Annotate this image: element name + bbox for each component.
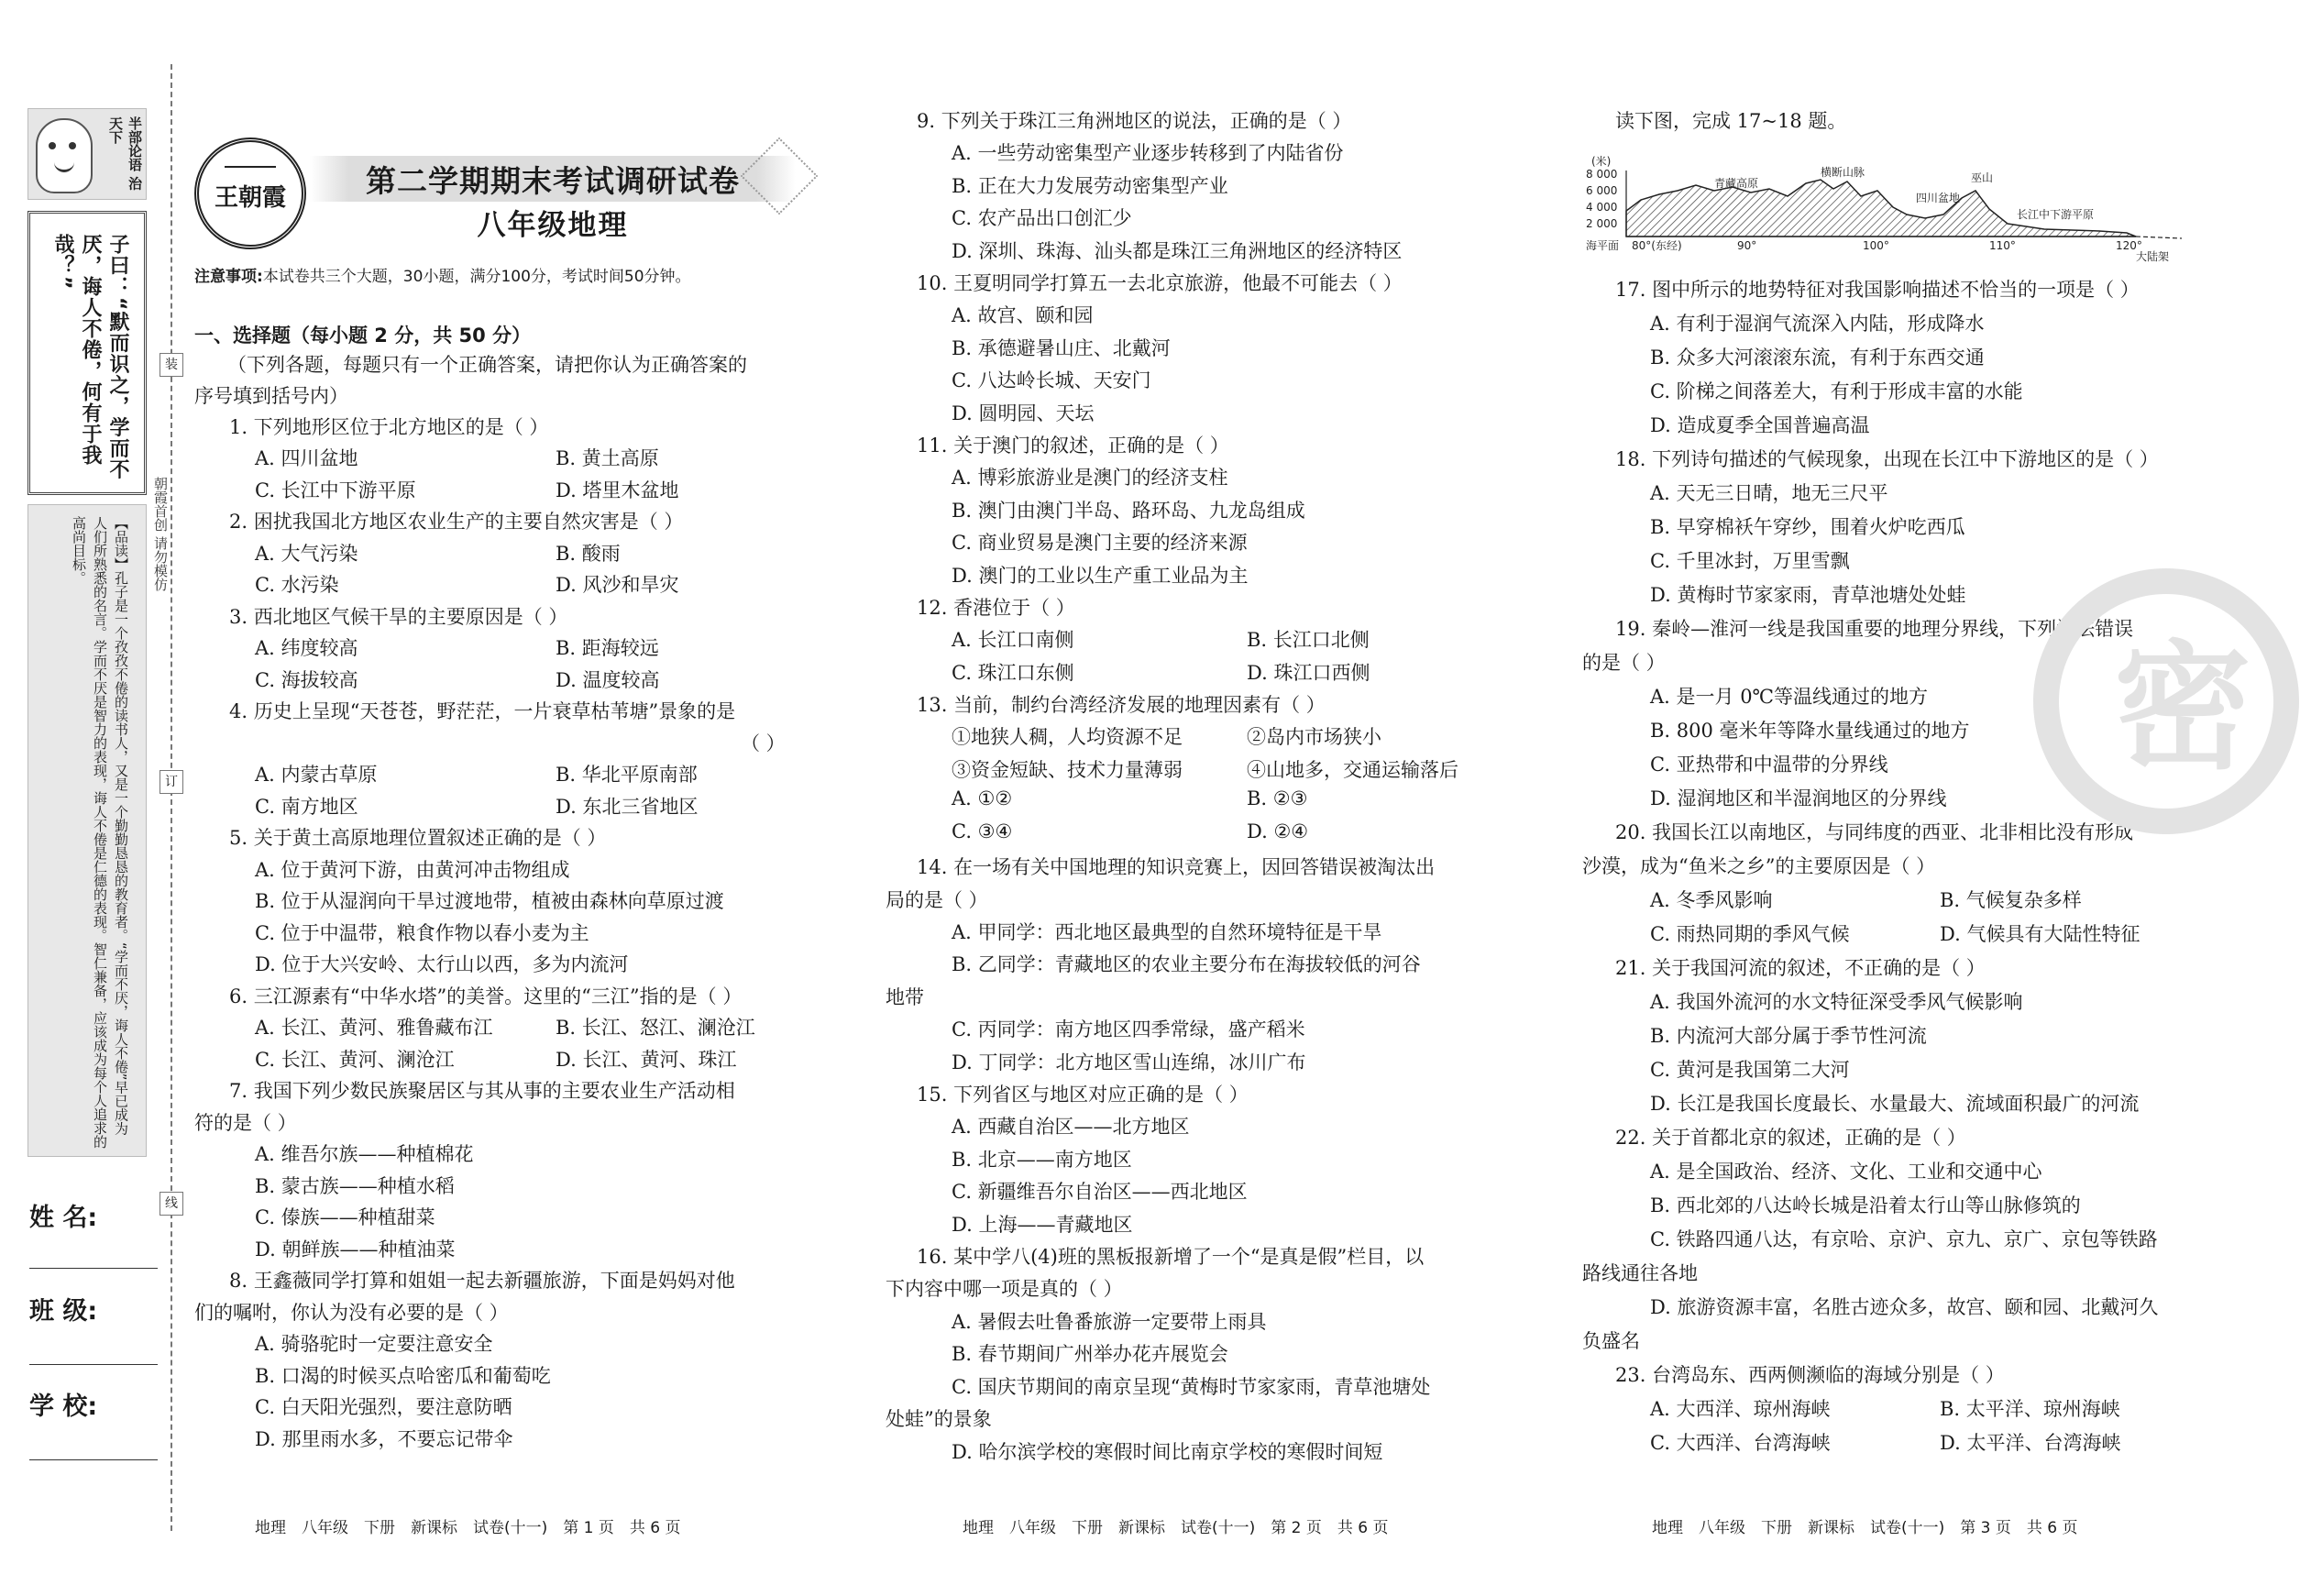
- x-tick-120: 120°: [2116, 239, 2142, 252]
- q23-option-a: A. 大西洋、琼州海峡: [1650, 1398, 1831, 1420]
- page-subtitle: 八年级地理: [477, 209, 629, 242]
- q15-option-c: C. 新疆维吾尔自治区——西北地区: [952, 1181, 1248, 1203]
- sea-level-label: 海平面: [1586, 239, 1620, 252]
- q10-option-c: C. 八达岭长城、天安门: [952, 369, 1151, 391]
- class-label: 班 级:: [29, 1297, 98, 1326]
- q3-option-c: C. 海拔较高: [255, 669, 358, 691]
- question-7-line-2: 符的是（ ）: [194, 1112, 297, 1134]
- q14-option-b-line-1: B. 乙同学：青藏地区的农业主要分布在海拔较低的河谷: [952, 953, 1421, 975]
- q22-option-b: B. 西北郊的八达岭长城是沿着太行山等山脉修筑的: [1650, 1194, 2081, 1216]
- q9-option-b: B. 正在大力发展劳动密集型产业: [952, 175, 1228, 197]
- q6-option-b: B. 长江、怒江、澜沧江: [556, 1017, 755, 1039]
- footer-page-1: 地理 八年级 下册 新课标 试卷(十一) 第 1 页 共 6 页: [255, 1519, 681, 1537]
- q13-option-c: C. ③④: [952, 820, 1013, 842]
- notice: [194, 263, 818, 286]
- binding-mark-xian: 线: [160, 1192, 183, 1216]
- q4-option-c: C. 南方地区: [255, 796, 358, 818]
- q4-option-a: A. 内蒙古草原: [255, 764, 378, 786]
- east-longitude-label: 80°(东经): [1632, 239, 1682, 252]
- q13-statement-1: ①地狭人稠，人均资源不足: [952, 726, 1183, 748]
- region-wushan: 巫山: [1971, 171, 1994, 184]
- q13-option-d: D. ②④: [1247, 820, 1309, 842]
- left-margin-strip: [28, 108, 147, 1162]
- q13-statement-4: ④山地多，交通运输落后: [1247, 759, 1458, 781]
- figure-intro: 读下图，完成 17~18 题。: [1615, 110, 1847, 132]
- q16-option-c-line-2: 处蛙”的景象: [886, 1408, 992, 1430]
- q4-bracket: （ ）: [741, 732, 786, 754]
- binding-mark-ding: 订: [160, 770, 183, 794]
- binding-mark-zhuang: 装: [160, 353, 183, 377]
- q19-option-a: A. 是一月 0℃等温线通过的地方: [1650, 686, 1929, 708]
- q14-option-d: D. 丁同学：北方地区雪山连绵，冰川广布: [952, 1051, 1306, 1073]
- region-qingzang: 青藏高原: [1714, 177, 1759, 190]
- q18-option-a: A. 天无三日晴，地无三尺平: [1650, 482, 1888, 504]
- q11-option-d: D. 澳门的工业以生产重工业品为主: [952, 565, 1249, 587]
- question-20-line-2: 沙漠，成为“鱼米之乡”的主要原因是（ ）: [1582, 855, 1936, 877]
- question-12: 12. 香港位于（ ）: [917, 597, 1075, 619]
- q6-option-d: D. 长江、黄河、珠江: [556, 1049, 737, 1071]
- question-6: 6. 三江源素有“中华水塔”的美誉。这里的“三江”指的是（ ）: [229, 985, 743, 1007]
- q2-option-d: D. 风沙和旱灾: [556, 574, 679, 596]
- motto-box: [28, 211, 147, 495]
- q7-option-c: C. 傣族——种植甜菜: [255, 1206, 435, 1228]
- q21-option-d: D. 长江是我国长度最长、水量最大、流域面积最广的河流: [1650, 1093, 2140, 1115]
- question-23: 23. 台湾岛东、西两侧濒临的海域分别是（ ）: [1615, 1364, 2005, 1386]
- school-line[interactable]: [29, 1459, 158, 1460]
- q21-option-c: C. 黄河是我国第二大河: [1650, 1059, 1850, 1081]
- commentary-box: [28, 504, 147, 1157]
- q20-option-b: B. 气候复杂多样: [1940, 889, 2082, 911]
- q20-option-c: C. 雨热同期的季风气候: [1650, 923, 1850, 945]
- q22-option-d-line-1: D. 旅游资源丰富，名胜古迹众多，故宫、颐和园、北戴河久: [1650, 1296, 2159, 1318]
- q16-option-d: D. 哈尔滨学校的寒假时间比南京学校的寒假时间短: [952, 1441, 1383, 1463]
- section-title: 一、选择题（每小题 2 分，共 50 分）: [194, 325, 532, 347]
- name-label: 姓 名:: [29, 1204, 98, 1232]
- question-2: 2. 困扰我国北方地区农业生产的主要自然灾害是（ ）: [229, 511, 684, 533]
- q15-option-b: B. 北京——南方地区: [952, 1149, 1132, 1171]
- question-22: 22. 关于首都北京的叙述，正确的是（ ）: [1615, 1127, 1966, 1149]
- terrain-profile-figure: [1586, 154, 2182, 262]
- q9-option-d: D. 深圳、珠海、汕头都是珠江三角洲地区的经济特区: [952, 240, 1403, 262]
- q15-option-d: D. 上海——青藏地区: [952, 1214, 1133, 1236]
- y-tick-8000: 8 000: [1586, 168, 1618, 181]
- q19-option-d: D. 湿润地区和半湿润地区的分界线: [1650, 787, 1947, 809]
- q22-option-c-line-2: 路线通往各地: [1582, 1262, 1698, 1284]
- q2-option-a: A. 大气污染: [255, 543, 358, 565]
- q14-option-a: A. 甲同学：西北地区最典型的自然环境特征是干旱: [952, 921, 1382, 943]
- q22-option-c-line-1: C. 铁路四通八达，有京哈、京沪、京九、京广、京包等铁路: [1650, 1228, 2158, 1250]
- question-20-line-1: 20. 我国长江以南地区，与同纬度的西亚、北非相比没有形成: [1615, 821, 2134, 843]
- q20-option-d: D. 气候具有大陆性特征: [1940, 923, 2140, 945]
- q16-option-a: A. 暑假去吐鲁番旅游一定要带上雨具: [952, 1311, 1267, 1333]
- question-15: 15. 下列省区与地区对应正确的是（ ）: [917, 1084, 1249, 1106]
- brand-logo: [194, 138, 306, 249]
- q16-option-b: B. 春节期间广州举办花卉展览会: [952, 1343, 1228, 1365]
- class-line[interactable]: [29, 1364, 158, 1365]
- q18-option-c: C. 千里冰封，万里雪飘: [1650, 550, 1850, 572]
- y-tick-4000: 4 000: [1586, 201, 1618, 214]
- question-16-line-2: 下内容中哪一项是真的（ ）: [886, 1278, 1123, 1300]
- q1-option-c: C. 长江中下游平原: [255, 479, 416, 501]
- question-19-line-2: 的是（ ）: [1582, 652, 1666, 674]
- question-4: 4. 历史上呈现“天苍苍，野茫茫，一片衰草枯苇塘”景象的是: [229, 700, 736, 722]
- footer-page-3: 地理 八年级 下册 新课标 试卷(十一) 第 3 页 共 6 页: [1652, 1519, 2078, 1537]
- q3-option-d: D. 温度较高: [556, 669, 660, 691]
- q20-option-a: A. 冬季风影响: [1650, 889, 1773, 911]
- q19-option-c: C. 亚热带和中温带的分界线: [1650, 754, 1888, 776]
- question-14-line-1: 14. 在一场有关中国地理的知识竞赛上，因回答错误被淘汰出: [917, 856, 1436, 878]
- q23-option-d: D. 太平洋、台湾海峡: [1940, 1432, 2121, 1454]
- question-14-line-2: 局的是（ ）: [886, 889, 988, 911]
- notice-text: 本试卷共三个大题，30小题，满分100分，考试时间50分钟。: [262, 268, 691, 286]
- q12-option-b: B. 长江口北侧: [1247, 629, 1370, 651]
- q5-option-b: B. 位于从湿润向干旱过渡地带，植被由森林向草原过渡: [255, 890, 724, 912]
- q5-option-d: D. 位于大兴安岭、太行山以西，多为内流河: [255, 953, 629, 975]
- page-title: 第二学期期末考试调研试卷: [366, 163, 740, 199]
- y-tick-6000: 6 000: [1586, 184, 1618, 197]
- q8-option-b: B. 口渴的时候买点哈密瓜和葡萄吃: [255, 1365, 551, 1387]
- q5-option-a: A. 位于黄河下游，由黄河冲击物组成: [255, 859, 570, 881]
- q10-option-d: D. 圆明园、天坛: [952, 402, 1095, 424]
- q3-option-b: B. 距海较远: [556, 637, 659, 659]
- x-tick-110: 110°: [1989, 239, 2016, 252]
- q13-statement-2: ②岛内市场狭小: [1247, 726, 1381, 748]
- q7-option-b: B. 蒙古族——种植水稻: [255, 1175, 455, 1197]
- question-7-line-1: 7. 我国下列少数民族聚居区与其从事的主要农业生产活动相: [229, 1080, 735, 1102]
- question-8-line-1: 8. 王鑫薇同学打算和姐姐一起去新疆旅游，下面是妈妈对他: [229, 1270, 735, 1292]
- motto-header: [28, 108, 147, 200]
- q2-option-c: C. 水污染: [255, 574, 339, 596]
- q6-option-c: C. 长江、黄河、澜沧江: [255, 1049, 455, 1071]
- q9-option-c: C. 农产品出口创汇少: [952, 207, 1132, 229]
- question-16-line-1: 16. 某中学八(4)班的黑板报新增了一个“是真是假”栏目，以: [917, 1246, 1425, 1268]
- q17-option-b: B. 众多大河滚滚东流，有利于东西交通: [1650, 347, 1985, 369]
- copyright-note: 朝霞首创 请勿模仿: [152, 477, 169, 591]
- q21-option-a: A. 我国外流河的水文特征深受季风气候影响: [1650, 991, 2023, 1013]
- confidential-stamp: [2033, 568, 2299, 834]
- q6-option-a: A. 长江、黄河、雅鲁藏布江: [255, 1017, 493, 1039]
- q18-option-d: D. 黄梅时节家家雨，青草池塘处处蛙: [1650, 584, 1966, 606]
- q7-option-a: A. 维吾尔族——种植棉花: [255, 1143, 474, 1165]
- x-tick-90: 90°: [1737, 239, 1757, 252]
- q4-option-d: D. 东北三省地区: [556, 796, 699, 818]
- question-17: 17. 图中所示的地势特征对我国影响描述不恰当的一项是（ ）: [1615, 279, 2140, 301]
- question-5: 5. 关于黄土高原地理位置叙述正确的是（ ）: [229, 827, 607, 849]
- question-19-line-1: 19. 秦岭—淮河一线是我国重要的地理分界线，下列说法错误: [1615, 618, 2134, 640]
- q14-option-b-line-2: 地带: [886, 986, 924, 1008]
- q17-option-a: A. 有利于湿润气流深入内陆，形成降水: [1650, 313, 1985, 335]
- q1-option-a: A. 四川盆地: [255, 447, 358, 469]
- instruction-line-2: 序号填到括号内）: [194, 385, 348, 407]
- q14-option-c: C. 丙同学：南方地区四季常绿，盛产稻米: [952, 1018, 1305, 1040]
- q9-option-a: A. 一些劳动密集型产业逐步转移到了内陆省份: [952, 142, 1344, 164]
- question-11: 11. 关于澳门的叙述，正确的是（ ）: [917, 435, 1229, 457]
- q23-option-c: C. 大西洋、台湾海峡: [1650, 1432, 1831, 1454]
- instruction-line-1: （下列各题，每题只有一个正确答案，请把你认为正确答案的: [227, 354, 747, 376]
- region-sichuan: 四川盆地: [1916, 192, 1961, 204]
- q17-option-d: D. 造成夏季全国普遍高温: [1650, 414, 1870, 436]
- q22-option-d-line-2: 负盛名: [1582, 1330, 1640, 1352]
- question-21: 21. 关于我国河流的叙述，不正确的是（ ）: [1615, 957, 1986, 979]
- q4-option-b: B. 华北平原南部: [556, 764, 698, 786]
- question-1: 1. 下列地形区位于北方地区的是（ ）: [229, 416, 549, 438]
- q11-option-c: C. 商业贸易是澳门主要的经济来源: [952, 532, 1248, 554]
- question-10: 10. 王夏明同学打算五一去北京旅游，他最不可能去（ ）: [917, 272, 1403, 294]
- footer-page-2: 地理 八年级 下册 新课标 试卷(十一) 第 2 页 共 6 页: [963, 1519, 1389, 1537]
- q12-option-d: D. 珠江口西侧: [1247, 662, 1370, 684]
- region-hengduan: 横断山脉: [1821, 166, 1865, 179]
- question-9: 9. 下列关于珠江三角洲地区的说法，正确的是（ ）: [917, 110, 1352, 132]
- q8-option-a: A. 骑骆驼时一定要注意安全: [255, 1333, 493, 1355]
- q13-option-a: A. ①②: [952, 787, 1013, 809]
- question-3: 3. 西北地区气候干旱的主要原因是（ ）: [229, 606, 568, 628]
- q10-option-a: A. 故宫、颐和园: [952, 304, 1094, 326]
- commentary-text: 【品读】孔子是一个孜孜不倦的读书人，又是一个勤勤恳恳的教育者。“学而不厌，诲人不倦”早已成为人们所熟悉的名言。学而不厌是智力的表现，诲人不倦是仁德的表现。智仁兼备，应该成为每个人追求的高尚目标。: [71, 516, 129, 1149]
- q1-option-d: D. 塔里木盆地: [556, 479, 679, 501]
- binding-line: [171, 64, 172, 1531]
- x-tick-100: 100°: [1863, 239, 1889, 252]
- q17-option-c: C. 阶梯之间落差大，有利于形成丰富的水能: [1650, 380, 2023, 402]
- q2-option-b: B. 酸雨: [556, 543, 621, 565]
- q5-option-c: C. 位于中温带，粮食作物以春小麦为主: [255, 922, 589, 944]
- q18-option-b: B. 早穿棉袄午穿纱，围着火炉吃西瓜: [1650, 516, 1965, 538]
- name-line[interactable]: [29, 1268, 158, 1269]
- motto-main-text: 子曰：“默而识之，学而不厌，诲人不倦，何有于我哉？”: [51, 234, 129, 480]
- q22-option-a: A. 是全国政治、经济、文化、工业和交通中心: [1650, 1161, 2042, 1183]
- q10-option-b: B. 承德避暑山庄、北戴河: [952, 337, 1171, 359]
- q16-option-c-line-1: C. 国庆节期间的南京呈现“黄梅时节家家雨，青草池塘处: [952, 1376, 1431, 1398]
- q12-option-c: C. 珠江口东侧: [952, 662, 1074, 684]
- q11-option-a: A. 博彩旅游业是澳门的经济支柱: [952, 467, 1228, 489]
- q7-option-d: D. 朝鲜族——种植油菜: [255, 1238, 456, 1260]
- question-13: 13. 当前，制约台湾经济发展的地理因素有（ ）: [917, 694, 1326, 716]
- region-changjiang-plain: 长江中下游平原: [2017, 208, 2095, 221]
- shelf-line: [2136, 237, 2182, 238]
- q8-option-c: C. 白天阳光强烈，要注意防晒: [255, 1396, 512, 1418]
- q12-option-a: A. 长江口南侧: [952, 629, 1074, 651]
- motto-small-text: 半部论语 治天下: [107, 116, 143, 191]
- q3-option-a: A. 纬度较高: [255, 637, 358, 659]
- confucius-portrait-icon: [36, 118, 93, 193]
- q21-option-b: B. 内流河大部分属于季节性河流: [1650, 1025, 1927, 1047]
- notice-label: 注意事项:: [194, 268, 263, 286]
- continental-shelf-label: 大陆架: [2136, 250, 2170, 262]
- stamp-character: 密: [2113, 629, 2251, 788]
- question-18: 18. 下列诗句描述的气候现象，出现在长江中下游地区的是（ ）: [1615, 448, 2159, 470]
- q19-option-b: B. 800 毫米年等降水量线通过的地方: [1650, 720, 1970, 742]
- q13-statement-3: ③资金短缺、技术力量薄弱: [952, 759, 1183, 781]
- q1-option-b: B. 黄土高原: [556, 447, 659, 469]
- school-label: 学 校:: [29, 1392, 98, 1421]
- q15-option-a: A. 西藏自治区——北方地区: [952, 1116, 1190, 1138]
- question-8-line-2: 们的嘱咐，你认为没有必要的是（ ）: [194, 1302, 509, 1324]
- q13-option-b: B. ②③: [1247, 787, 1308, 809]
- q23-option-b: B. 太平洋、琼州海峡: [1940, 1398, 2120, 1420]
- logo-text: 王朝霞: [214, 184, 286, 212]
- q11-option-b: B. 澳门由澳门半岛、路环岛、九龙岛组成: [952, 500, 1305, 522]
- y-tick-2000: 2 000: [1586, 217, 1618, 230]
- crown-icon: [225, 149, 276, 168]
- q8-option-d: D. 那里雨水多，不要忘记带伞: [255, 1428, 513, 1450]
- axis-unit: (米): [1591, 155, 1612, 168]
